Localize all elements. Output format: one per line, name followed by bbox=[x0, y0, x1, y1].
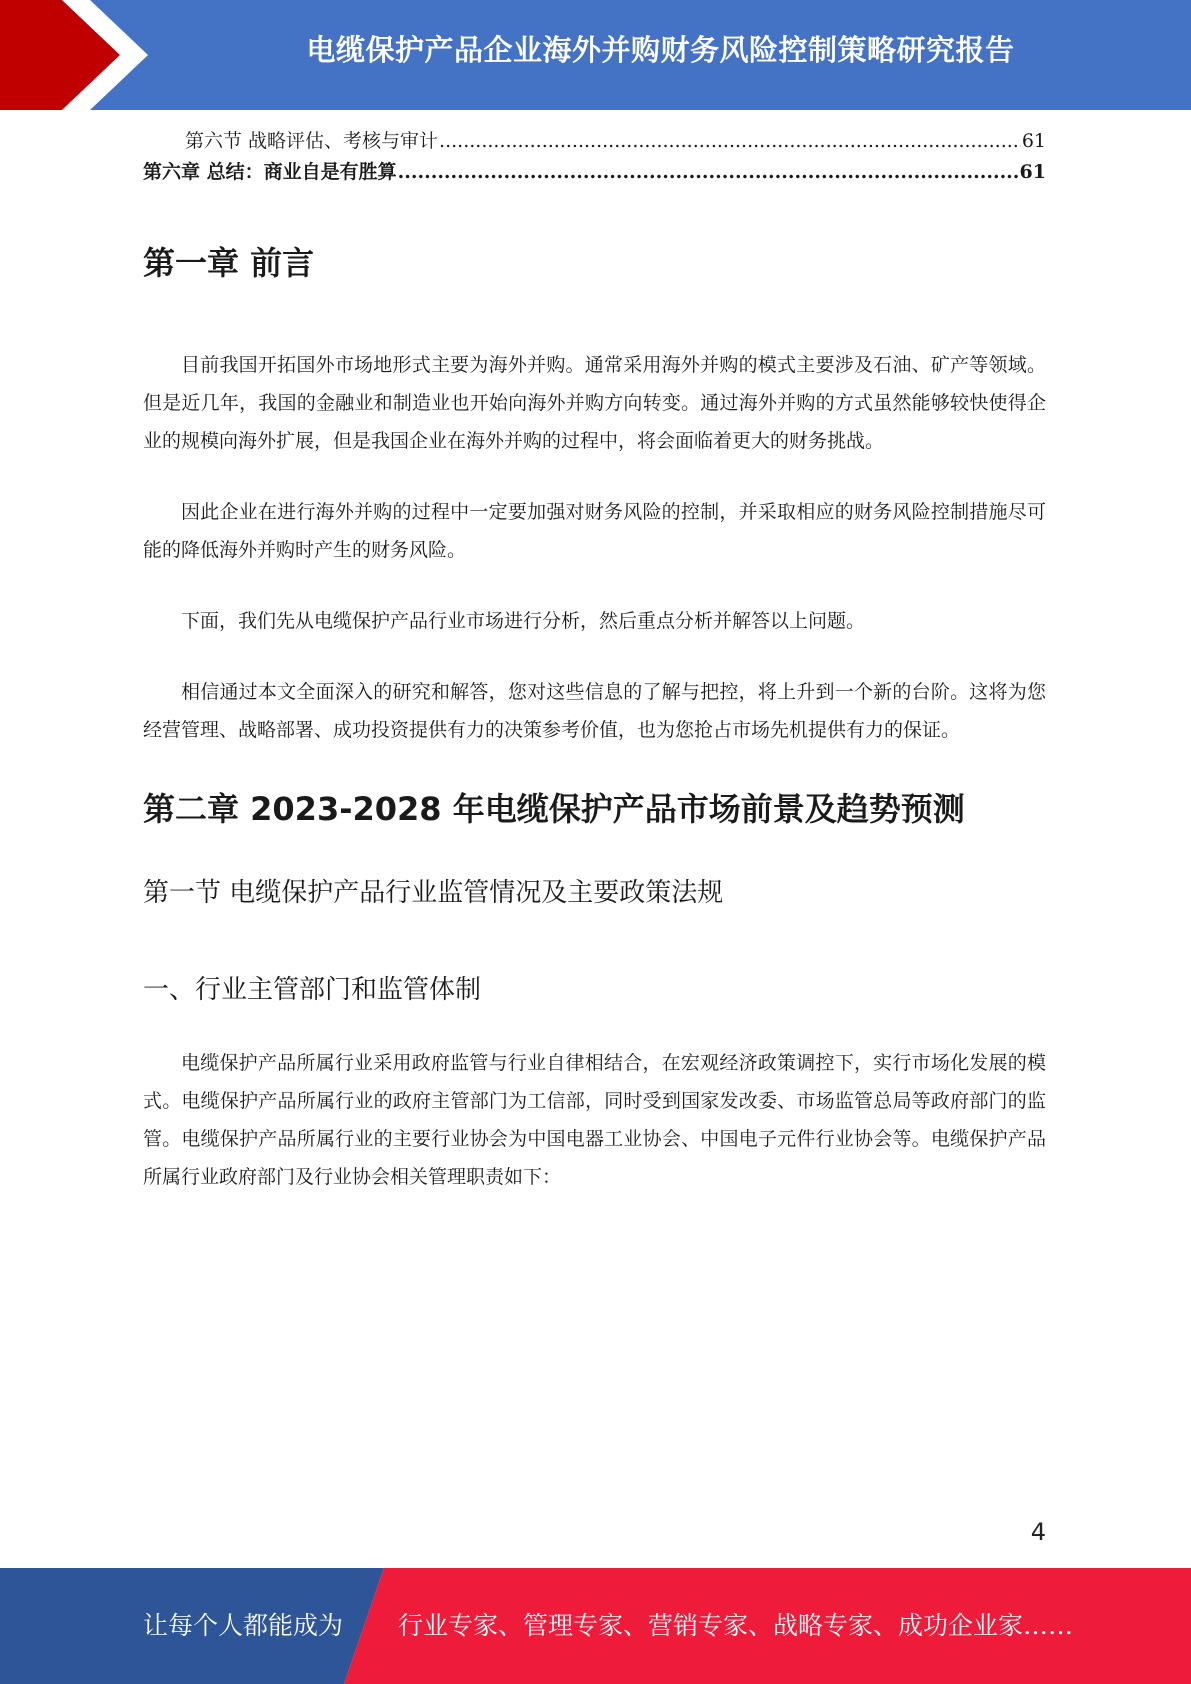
toc-entry-title: 第六节 战略评估、考核与审计 bbox=[185, 130, 439, 152]
section-heading: 第一节 电缆保护产品行业监管情况及主要政策法规 bbox=[143, 878, 724, 908]
header-arrow-decoration bbox=[0, 0, 170, 110]
header-banner bbox=[0, 0, 1191, 110]
toc-entry-page: 61 bbox=[1019, 161, 1046, 183]
footer-slogan-left: 让每个人都能成为 bbox=[143, 1611, 344, 1640]
page-content bbox=[143, 126, 1046, 1196]
toc-leader-dots bbox=[439, 126, 1021, 157]
footer-banner bbox=[0, 1568, 1191, 1684]
paragraph: 电缆保护产品所属行业采用政府监管与行业自律相结合，在宏观经济政策调控下，实行市场化发展的模式。电缆保护产品所属行业的政府主管部门为工信部，同时受到国家发改委、市场监管总局等政府部门的监管。电缆保护产品所属行业的主要行业协会为中国电器工业协会、中国电子元件行业协会等。电缆保护产品所属行业政府部门及行业协会相关管理职责如下： bbox=[143, 1052, 1046, 1188]
toc-leader-dots bbox=[398, 157, 1019, 188]
toc-entry[interactable] bbox=[143, 157, 1046, 188]
subsection-heading: 一、行业主管部门和监管体制 bbox=[143, 975, 482, 1005]
report-title: 电缆保护产品企业海外并购财务风险控制策略研究报告 bbox=[306, 33, 1015, 67]
paragraph: 相信通过本文全面深入的研究和解答，您对这些信息的了解与把控，将上升到一个新的台阶。这将为您经营管理、战略部署、成功投资提供有力的决策参考价值，也为您抢占市场先机提供有力的保证。 bbox=[143, 681, 1046, 741]
paragraph: 因此企业在进行海外并购的过程中一定要加强对财务风险的控制，并采取相应的财务风险控制措施尽可能的降低海外并购时产生的财务风险。 bbox=[143, 501, 1046, 561]
page-number: 4 bbox=[1030, 1518, 1046, 1546]
toc-entry-title: 第六章 总结：商业自是有胜算 bbox=[143, 161, 397, 183]
chapter-heading: 第二章 2023-2028 年电缆保护产品市场前景及趋势预测 bbox=[143, 790, 965, 828]
paragraph: 目前我国开拓国外市场地形式主要为海外并购。通常采用海外并购的模式主要涉及石油、矿产等领域。但是近几年，我国的金融业和制造业也开始向海外并购方向转变。通过海外并购的方式虽然能够较快使得企业的规模向海外扩展，但是我国企业在海外并购的过程中，将会面临着更大的财务挑战。 bbox=[143, 354, 1046, 452]
paragraph: 下面，我们先从电缆保护产品行业市场进行分析，然后重点分析并解答以上问题。 bbox=[181, 610, 866, 632]
chapter-heading: 第一章 前言 bbox=[143, 244, 315, 282]
footer-slogan-right: 行业专家、管理专家、营销专家、战略专家、成功企业家…… bbox=[398, 1611, 1074, 1640]
toc-entry[interactable] bbox=[143, 126, 1046, 157]
toc-entry-page: 61 bbox=[1021, 130, 1046, 152]
